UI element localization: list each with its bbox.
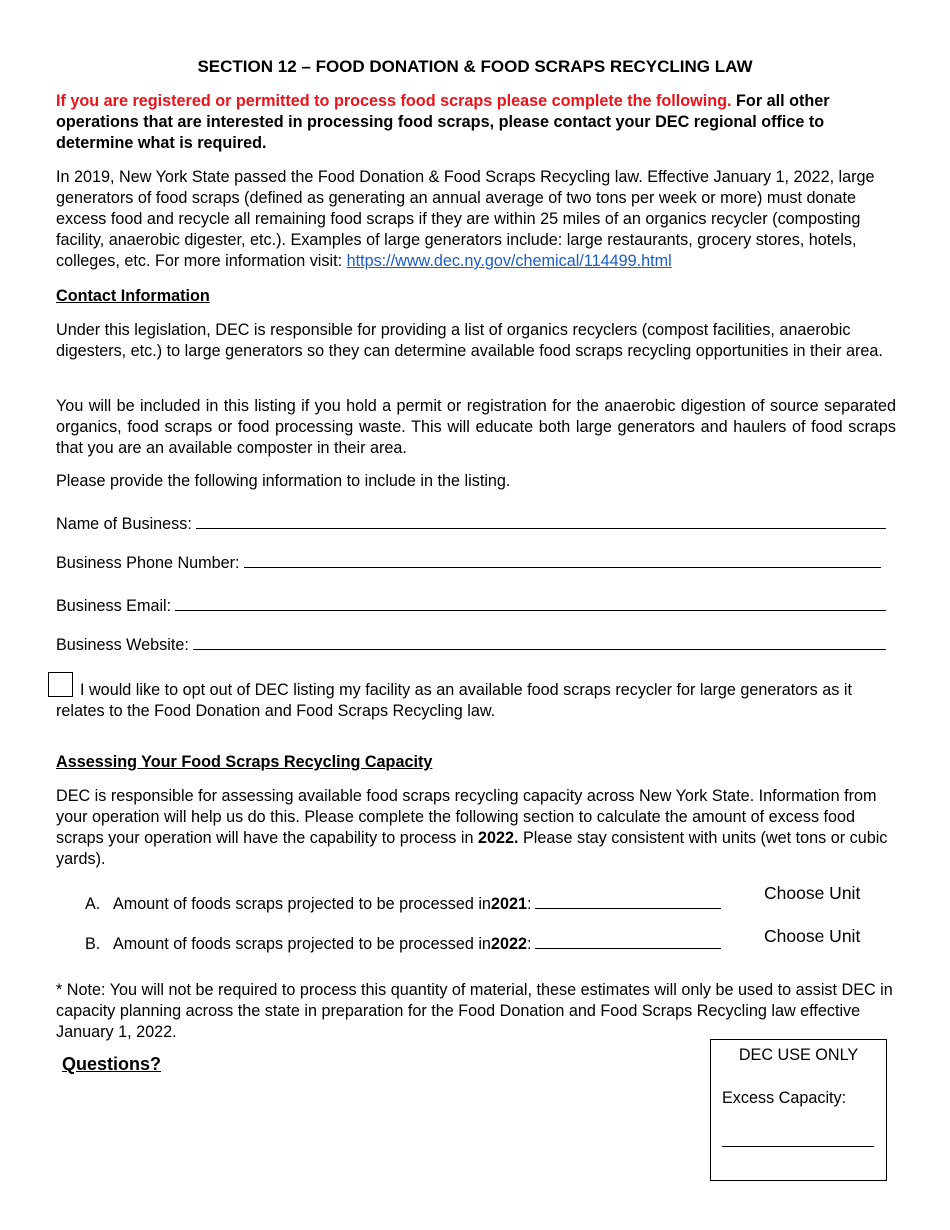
business-website-label: Business Website: [56,636,189,654]
capacity-text-end: Please stay consistent with units (wet tons or cubic yards). [56,829,888,868]
business-name-row [56,510,886,535]
item-letter: B. [85,935,101,953]
business-email-row [56,592,886,617]
capacity-text-start: DEC is responsible for assessing available food scraps recycling capacity across New York State. Information from your operation will help us do this. Please complete the following section to calculate the amount of excess food scraps your operation will have the capability to process in [56,787,877,847]
intro-paragraph [56,91,896,154]
dec-use-title: DEC USE ONLY [738,1046,859,1064]
business-phone-row [56,549,881,574]
item-text: Amount of foods scraps projected to be processed in [113,935,491,953]
item-text: Amount of foods scraps projected to be processed in [113,895,491,913]
business-website-row [56,631,886,656]
capacity-paragraph [56,786,896,870]
unit-select-2022[interactable]: Choose Unit [764,926,861,946]
intro-red-text: If you are registered or permitted to process food scraps please complete the following. [56,92,732,110]
amount-item-a [85,892,721,915]
item-colon: : [526,895,532,913]
contact-paragraph-2: You will be included in this listing if you hold a permit or registration for the anaerobic digestion of source separated organics, food scraps or food processing waste. This will educate both large generators and haulers of food scraps that you are an available composter in their area. [56,397,896,457]
excess-capacity-label: Excess Capacity: [722,1089,847,1107]
item-colon: : [526,935,532,953]
dec-use-only-box [710,1039,887,1181]
excess-capacity-line [722,1146,874,1147]
unit-select-2021[interactable]: Choose Unit [764,883,861,903]
business-phone-input[interactable] [244,549,881,568]
section-title: SECTION 12 – FOOD DONATION & FOOD SCRAPS RECYCLING LAW [197,57,753,76]
more-info-link[interactable]: https://www.dec.ny.gov/chemical/114499.html [346,252,672,270]
amount-2021-input[interactable] [535,892,721,909]
item-year: 2022 [490,935,527,953]
note-paragraph: * Note: You will not be required to process this quantity of material, these estimates will only be used to assist DEC in capacity planning across the state in preparation for the Food Donation and Food Scraps Recycling law effective January 1, 2022. [56,981,893,1041]
item-letter: A. [85,895,101,913]
contact-heading: Contact Information [56,287,210,305]
law-paragraph [56,167,896,272]
amount-item-b [85,932,721,955]
business-name-label: Name of Business: [56,515,192,533]
business-email-label: Business Email: [56,597,172,615]
business-phone-label: Business Phone Number: [56,554,240,572]
contact-paragraph-1: Under this legislation, DEC is responsible for providing a list of organics recyclers (compost facilities, anaerobic digesters, etc.) to large generators so they can determine available food scraps recycling opportunities in their area. [56,321,883,360]
business-email-input[interactable] [175,592,886,611]
item-year: 2021 [490,895,527,913]
intro-bold-text: For all other operations that are interested in processing food scraps, please contact your DEC regional office to determine what is required. [56,92,830,152]
capacity-year: 2022. [478,829,519,847]
law-text: In 2019, New York State passed the Food Donation & Food Scraps Recycling law. Effective January 1, 2022, large generators of food scraps (defined as generating an annual average of two tons per week or more) must donate excess food and recycle all remaining food scraps if they are within 25 miles of an organics recycler (composting facility, anaerobic digester, etc.). Examples of large generators include: large restaurants, grocery stores, hotels, colleges, etc. For more information visit: [56,168,875,270]
capacity-heading: Assessing Your Food Scraps Recycling Capacity [56,753,433,771]
optout-text: I would like to opt out of DEC listing my facility as an available food scraps recycler for large generators as it relates to the Food Donation and Food Scraps Recycling law. [56,681,852,720]
business-name-input[interactable] [196,510,886,529]
questions-heading: Questions? [62,1054,162,1074]
amount-2022-input[interactable] [535,932,721,949]
business-website-input[interactable] [193,631,886,650]
contact-paragraph-3: Please provide the following information to include in the listing. [56,472,511,490]
